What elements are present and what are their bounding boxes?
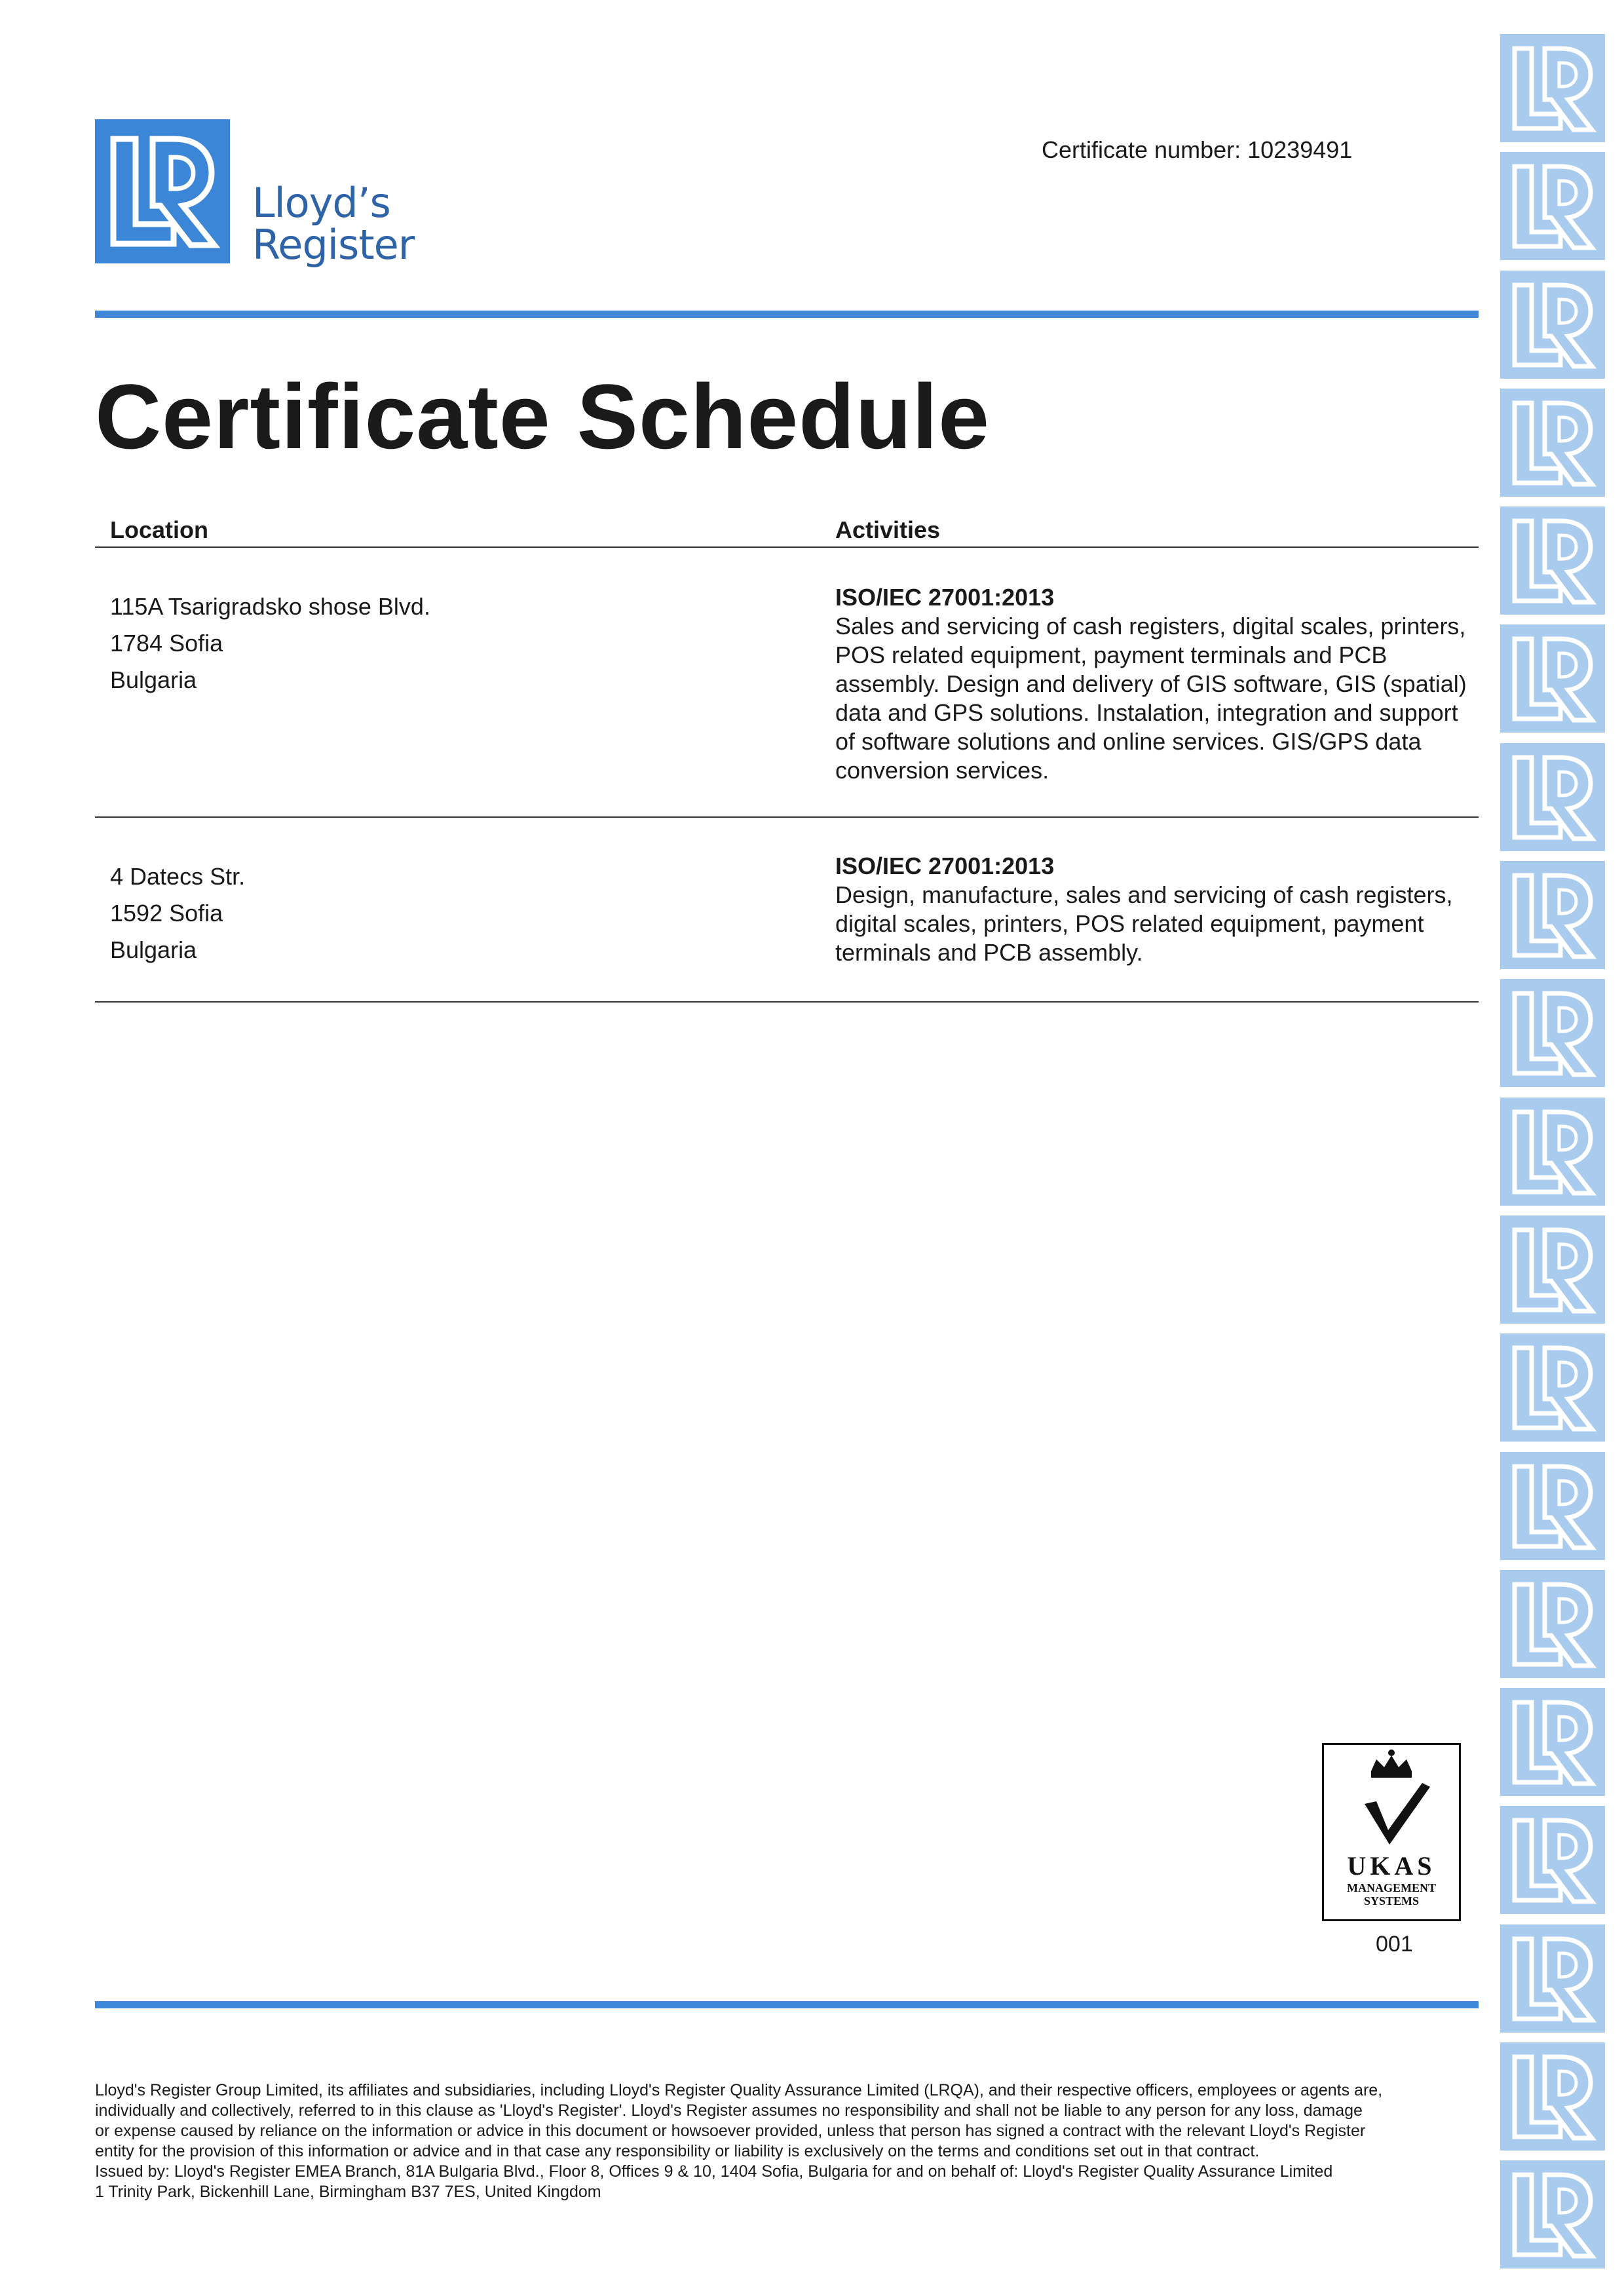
address-line: Bulgaria — [110, 936, 197, 963]
lr-watermark-icon — [1500, 389, 1605, 497]
lr-logo-mark — [95, 119, 230, 263]
address-line: Bulgaria — [110, 666, 197, 693]
footer-line: 1 Trinity Park, Bickenhill Lane, Birmingham B37 7ES, United Kingdom — [95, 2183, 601, 2201]
lr-watermark-icon — [1500, 1215, 1605, 1324]
column-header-activities: Activities — [835, 516, 941, 543]
lr-watermark-icon — [1500, 34, 1605, 142]
lr-watermark-icon — [1500, 2042, 1605, 2151]
address-line: 1784 Sofia — [110, 630, 223, 657]
crown-icon — [1371, 1750, 1412, 1778]
activities-cell — [835, 583, 1477, 785]
activities-cell — [835, 852, 1477, 967]
row-divider — [95, 1001, 1479, 1003]
location-address — [110, 858, 245, 968]
lr-watermark-icon — [1500, 1806, 1605, 1914]
footer-disclaimer — [95, 2080, 1479, 2202]
lr-watermark-icon — [1500, 1333, 1605, 1442]
logo-line-2: Register — [252, 221, 415, 269]
row-divider — [95, 816, 1479, 818]
logo-wordmark — [252, 179, 415, 269]
header-divider — [95, 546, 1479, 548]
side-logo-strip — [1500, 34, 1605, 2279]
footer-line: or expense caused by reliance on the information or advice in this document or howsoever provided, unless that person has signed a contract with the relevant Lloyd's Register — [95, 2122, 1366, 2140]
lr-watermark-icon — [1500, 1688, 1605, 1796]
lr-watermark-icon — [1500, 979, 1605, 1087]
activities-text: Sales and servicing of cash registers, digital scales, printers, POS related equipment, payment terminals and PCB assembly. Design and delivery of GIS software, GIS (spatial) data and GPS solutions. Instalation, integration and support of software solutions and online services. GIS/GPS data conversion services. — [835, 613, 1467, 784]
footer-line: entity for the provision of this information or advice and in that case any responsibility or liability is exclusively on the terms and conditions set out in that contract. — [95, 2142, 1260, 2160]
certificate-number: Certificate number: 10239491 — [1042, 136, 1353, 163]
lr-watermark-icon — [1500, 1452, 1605, 1560]
footer-line: Issued by: Lloyd's Register EMEA Branch, 81A Bulgaria Blvd., Floor 8, Offices 9 & 10, 1404 Sofia, Bulgaria for and on behalf of: Lloyd's Register Quality Assurance Limited — [95, 2162, 1333, 2181]
location-address — [110, 588, 430, 698]
standard-name: ISO/IEC 27001:2013 — [835, 584, 1055, 611]
bottom-blue-rule — [95, 2001, 1479, 2008]
ukas-line-2: SYSTEMS — [1363, 1894, 1420, 1907]
page-title: Certificate Schedule — [95, 365, 990, 468]
logo-line-1: Lloyd’s — [252, 179, 390, 227]
top-blue-rule — [95, 311, 1479, 318]
lr-watermark-icon — [1500, 743, 1605, 851]
footer-line: individually and collectively, referred to in this clause as 'Lloyd's Register'. Lloyd's Register assumes no responsibility and shall not be liable to any person for any loss, damage — [95, 2101, 1363, 2120]
lr-watermark-icon — [1500, 1570, 1605, 1678]
ukas-number: 001 — [1376, 1932, 1413, 1957]
standard-name: ISO/IEC 27001:2013 — [835, 852, 1055, 879]
address-line: 4 Datecs Str. — [110, 863, 246, 890]
address-line: 115A Tsarigradsko shose Blvd. — [110, 593, 430, 620]
lr-watermark-icon — [1500, 624, 1605, 733]
lr-watermark-icon — [1500, 507, 1605, 615]
footer-line: Lloyd's Register Group Limited, its affiliates and subsidiaries, including Lloyd's Register Quality Assurance Limited (LRQA), and their respective officers, employees or agents are, — [95, 2081, 1383, 2099]
tick-icon — [1365, 1783, 1430, 1845]
address-line: 1592 Sofia — [110, 900, 223, 927]
activities-text: Design, manufacture, sales and servicing of cash registers, digital scales, printers, POS related equipment, payment terminals and PCB assembly. — [835, 881, 1453, 966]
lr-watermark-icon — [1500, 1924, 1605, 2033]
ukas-accreditation-mark — [1322, 1743, 1461, 1921]
ukas-line-1: MANAGEMENT — [1347, 1881, 1436, 1894]
lr-watermark-icon — [1500, 2160, 1605, 2268]
ukas-word: UKAS — [1347, 1851, 1436, 1881]
lr-watermark-icon — [1500, 1098, 1605, 1206]
lr-watermark-icon — [1500, 152, 1605, 260]
lr-watermark-icon — [1500, 861, 1605, 969]
column-header-location: Location — [110, 516, 208, 543]
lr-watermark-icon — [1500, 271, 1605, 379]
